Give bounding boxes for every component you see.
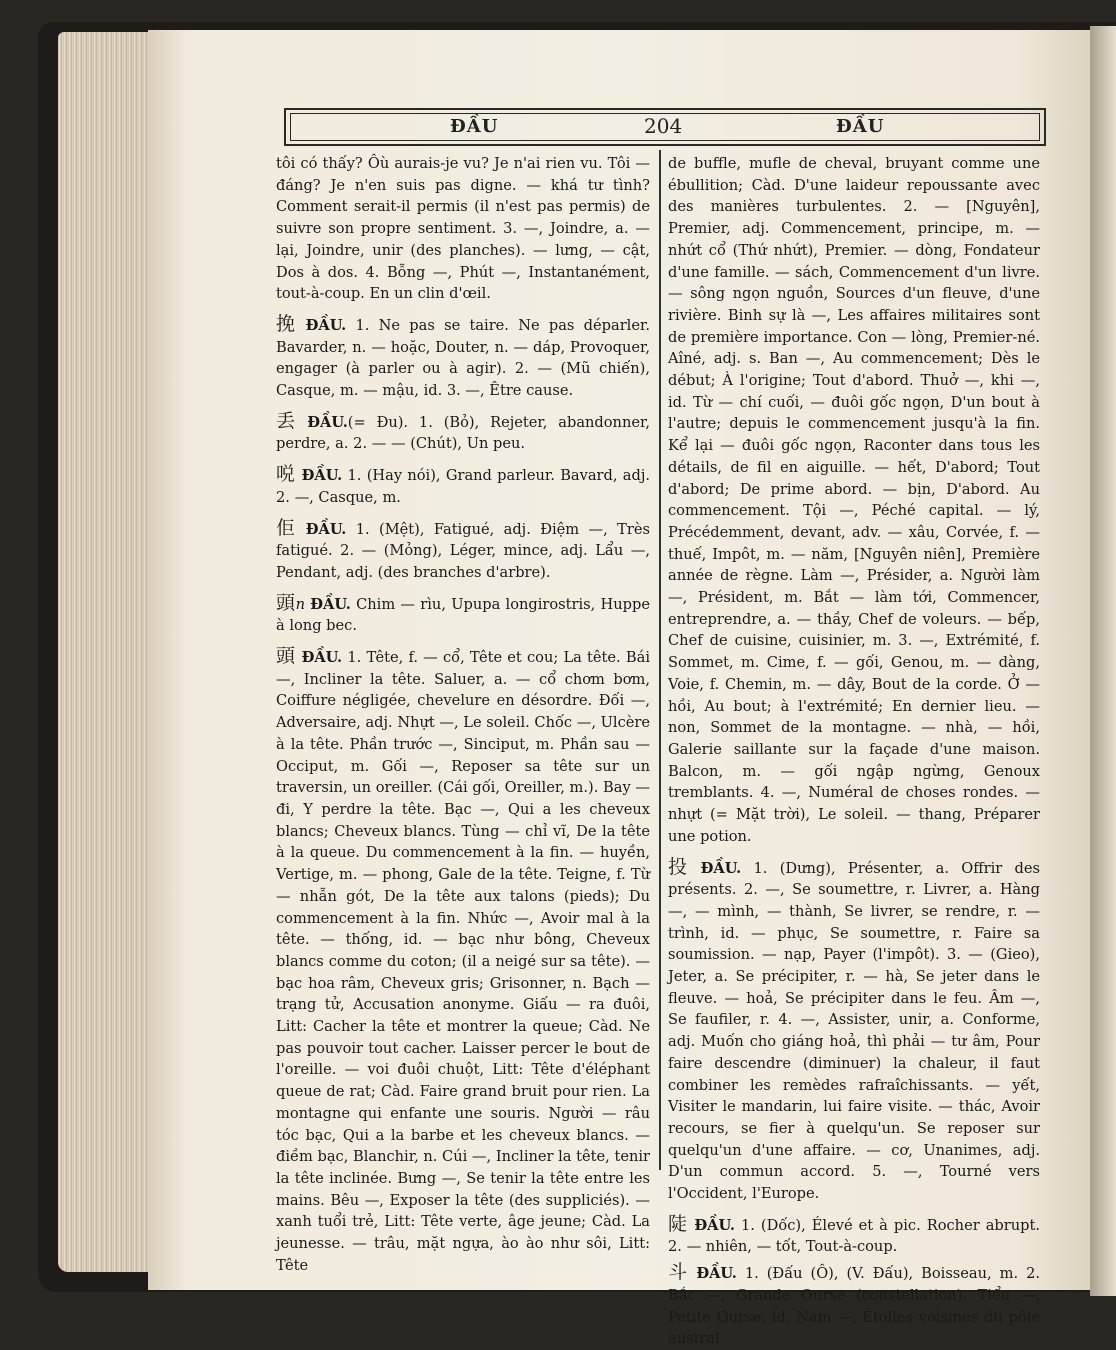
entry-dau-8	[668, 1214, 1040, 1258]
entry-text: 1. (Mệt), Fatigué, adj. Điệm —, Très fatigué. 2. — (Mỏng), Léger, mince, adj. Lẩu —, Pendant, adj. (des branches d'arbre).	[276, 520, 650, 581]
entry-headword: ĐẦU.	[301, 649, 343, 667]
entry-text: 1. (Đấu (Ô), (V. Đấu), Boisseau, m. 2. Bắc —, Grande Ourse (constellation). Tiểu —, Petite Ourse, id. Nam —, Étoiles voisines du pôle austral.	[668, 1265, 1040, 1348]
entry-text: 1. (Hay nói), Grand parleur. Bavard, adj. 2. —, Casque, m.	[276, 467, 651, 506]
page-header	[284, 108, 1046, 146]
entry-text: 1. Tête, f. — cổ, Tête et cou; La tête. Bái —, Incliner la tête. Saluer, a. — cổ chơm bơm, Coiffure négligée, chevelure en désordre. Đối —, Adversaire, adj. Nhựt —, Le soleil. Chốc —, Ulcère à la tête. Phần trước —, Sinciput, m. Phần sau — Occiput, m. Gối —, Reposer sa tête sur un traversin, un oreiller. (Cái gối, Oreiller, m.). Bay — đi, Y perdre la tête. Bạc —, Qui a les cheveux blancs; Cheveux blancs. Tùng — chỉ vĩ, De la tête à la queue. Du commencement à la fin. — huyền, Vertige, m. — phong, Gale de la tête. Teigne, f. Từ — nhẫn gót, De la tête aux talons (pieds); Du commencement à la fin. Nhức —, Avoir mal à la tête. — thống, id. — bạc như bông, Cheveux blancs comme du coton; (il a neigé sur sa tête). — bạc hoa râm, Cheveux gris; Grisonner, n. Bạch — trạng tử, Accusation anonyme. Giấu — ra đuôi, Litt: Cacher la tête et montrer la queue; Càd. Ne pas pouvoir tout cacher. Laisser percer le bout de l'oreille. — voi đuôi chuột, Litt: Tête d'éléphant queue de rat; Càd. Faire grand bruit pour rien. La montagne qui enfante une souris. Người — râu tóc bạc, Qui a la barbe et les cheveux blancs. — điềm bạc, Blanchir, n. Cúi —, Incliner la tête, tenir la tête inclinée. Bưng —, Se tenir la tête entre les mains. Bêu —, Exposer la tête (des suppliciés). — xanh tuổi trẻ, Litt: Tête verte, âge jeune; Càd. La jeunesse. — trâu, mặt ngựa, ào ào như sôi, Litt: Tête	[276, 649, 651, 1274]
entry-headword: ĐẦU.	[305, 520, 347, 538]
entry-text: 1. (Dưng), Présenter, a. Offrir des présents. 2. —, Se soumettre, r. Livrer, a. Hàng —, — mình, — thành, Se livrer, se rendre, r. — trình, id. — phục, Se soumettre, r. Faire sa soumission. — nạp, Payer (l'impôt). 3. — (Gieo), Jeter, a. Se précipiter, r. — hà, Se jeter dans le fleuve. — hoả, Se précipiter dans le feu. Âm —, Se faufiler, r. 4. —, Assister, unir, a. Conforme, adj. Muốn cho giáng hoả, thì phải — tư âm, Pour faire descendre (diminuer) la chaleur, il faut combiner les remèdes rafraîchissants. — yết, Visiter le mandarin, lui faire visite. — thác, Avoir recours, se fier à quelqu'un. Se reposer sur quelqu'un d'une affaire. — cơ, Unanimes, adj. D'un commun accord. 5. —, Tourné vers l'Occident, l'Europe.	[668, 859, 1040, 1203]
entry-headword: ĐẦU.	[307, 413, 348, 431]
entry-text: 1. (Dốc), Élevé et à pic. Rocher abrupt. 2. — nhiên, — tốt, Tout-à-coup.	[668, 1216, 1040, 1256]
entry-dau-4	[276, 518, 650, 584]
headword-left: ĐẦU	[450, 116, 499, 137]
entry-text: 1. Ne pas se taire. Ne pas déparler. Bavarder, n. — hoặc, Douter, n. — dáp, Provoquer, engager (à parler ou à agir). 2. — (Mũ chiến), Casque, m. — mậu, id. 3. —, Être cause.	[276, 316, 650, 400]
right-column	[668, 153, 1040, 1350]
entry-dau-3	[276, 464, 650, 508]
entry-dau-6	[276, 646, 650, 1276]
han-character: 陡	[668, 1212, 689, 1235]
entry-dau-1	[276, 314, 650, 402]
entry-text: Chim — rìu, Upupa longirostris, Huppe à long bec.	[276, 595, 651, 635]
han-character: 投	[668, 855, 695, 878]
entry-headword: ĐẦU.	[696, 1265, 737, 1283]
han-character: 丢	[276, 409, 302, 432]
page-number: 204	[644, 114, 683, 138]
han-character: 頭	[276, 645, 296, 668]
entry-headword: ĐẦU.	[310, 595, 351, 613]
entry-dau-9	[668, 1262, 1040, 1350]
entry-dau-5	[276, 593, 650, 637]
han-character: 哾	[276, 463, 296, 486]
entry-headword: ĐẦU.	[305, 316, 347, 334]
han-character: 頭	[276, 591, 296, 614]
column-divider	[659, 150, 661, 1170]
facing-page-edge	[1090, 26, 1116, 1296]
han-character: 佢	[276, 516, 300, 539]
continued-entry: tôi có thấy? Ôù aurais-je vu? Je n'ai rien vu. Tôi — đáng? Je n'en suis pas digne. — khá tư tình? Comment serait-il permis (il n'est pas permis) de suivre son propre sentiment. 3. —, Joindre, a. — lại, Joindre, unir (des planches). — lưng, — cật, Dos à dos. 4. Bỗng —, Phút —, Instantanément, tout-à-coup. En un clin d'œil.	[276, 155, 650, 303]
entry-headword: ĐẦU.	[301, 467, 343, 485]
continued-entry: de buffle, mufle de cheval, bruyant comme une ébullition; Càd. D'une laideur repoussante avec des manières turbulentes. 2. — [Nguyên], Premier, adj. Commencement, principe, m. — nhứt cổ (Thứ nhứt), Premier. — dòng, Fondateur d'une famille. — sách, Commencement d'un livre. — sông ngọn nguồn, Sources d'un fleuve, d'une rivière. Binh sự là —, Les affaires militaires sont de première importance. Con — lòng, Premier-né. Aîné, adj. s. Ban —, Au commencement; Dès le début; À l'origine; Tout d'abord. Thuở —, khi —, id. Từ — chí cuối, — đuôi gốc ngọn, D'un bout à l'autre; depuis le commencement jusqu'à la fin. Kể lại — đuôi gốc ngọn, Raconter dans tous les détails, de fil en aiguille. — hết, D'abord; Tout d'abord; De prime abord. — bịn, D'abord. Au commencement. Tội —, Péché capital. — lý, Précédemment, devant, adv. — xâu, Corvée, f. — thuế, Impôt, m. — năm, [Nguyên niên], Première année de règne. Làm —, Présider, a. Người làm —, Président, m. Bắt — làm tới, Commencer, entreprendre, a. — thầy, Chef de voleurs. — bếp, Chef de cuisine, cuisinier, m. 3. —, Extrémité, f. Sommet, m. Cime, f. — gối, Genou, m. — dàng, Voie, f. Chemin, m. — dây, Bout de la corde. Ở — hồi, Au bout; à l'extrémité; En dernier lieu. — non, Sommet de la montagne. — nhà, — hồi, Galerie saillante sur la façade d'une maison. Balcon, m. — gối ngập ngừng, Genoux tremblants. 4. —, Numéral de choses rondes. — nhựt (= Mặt trời), Le soleil. — thang, Préparer une potion.	[668, 155, 1040, 845]
entry-dau-7	[668, 857, 1040, 1205]
entry-text: (= Đu). 1. (Bỏ), Rejeter, abandonner, perdre, a. 2. — — (Chút), Un peu.	[276, 413, 650, 453]
han-character: 斗	[668, 1261, 691, 1284]
noun-mark: n	[295, 595, 306, 613]
page-edges	[58, 32, 162, 1272]
entry-dau-2	[276, 411, 650, 455]
entry-headword: ĐẦU.	[694, 1216, 735, 1234]
han-character: 挽	[276, 312, 300, 335]
headword-right: ĐẦU	[836, 116, 885, 137]
entry-headword: ĐẦU.	[700, 859, 742, 877]
left-column	[276, 153, 650, 1276]
